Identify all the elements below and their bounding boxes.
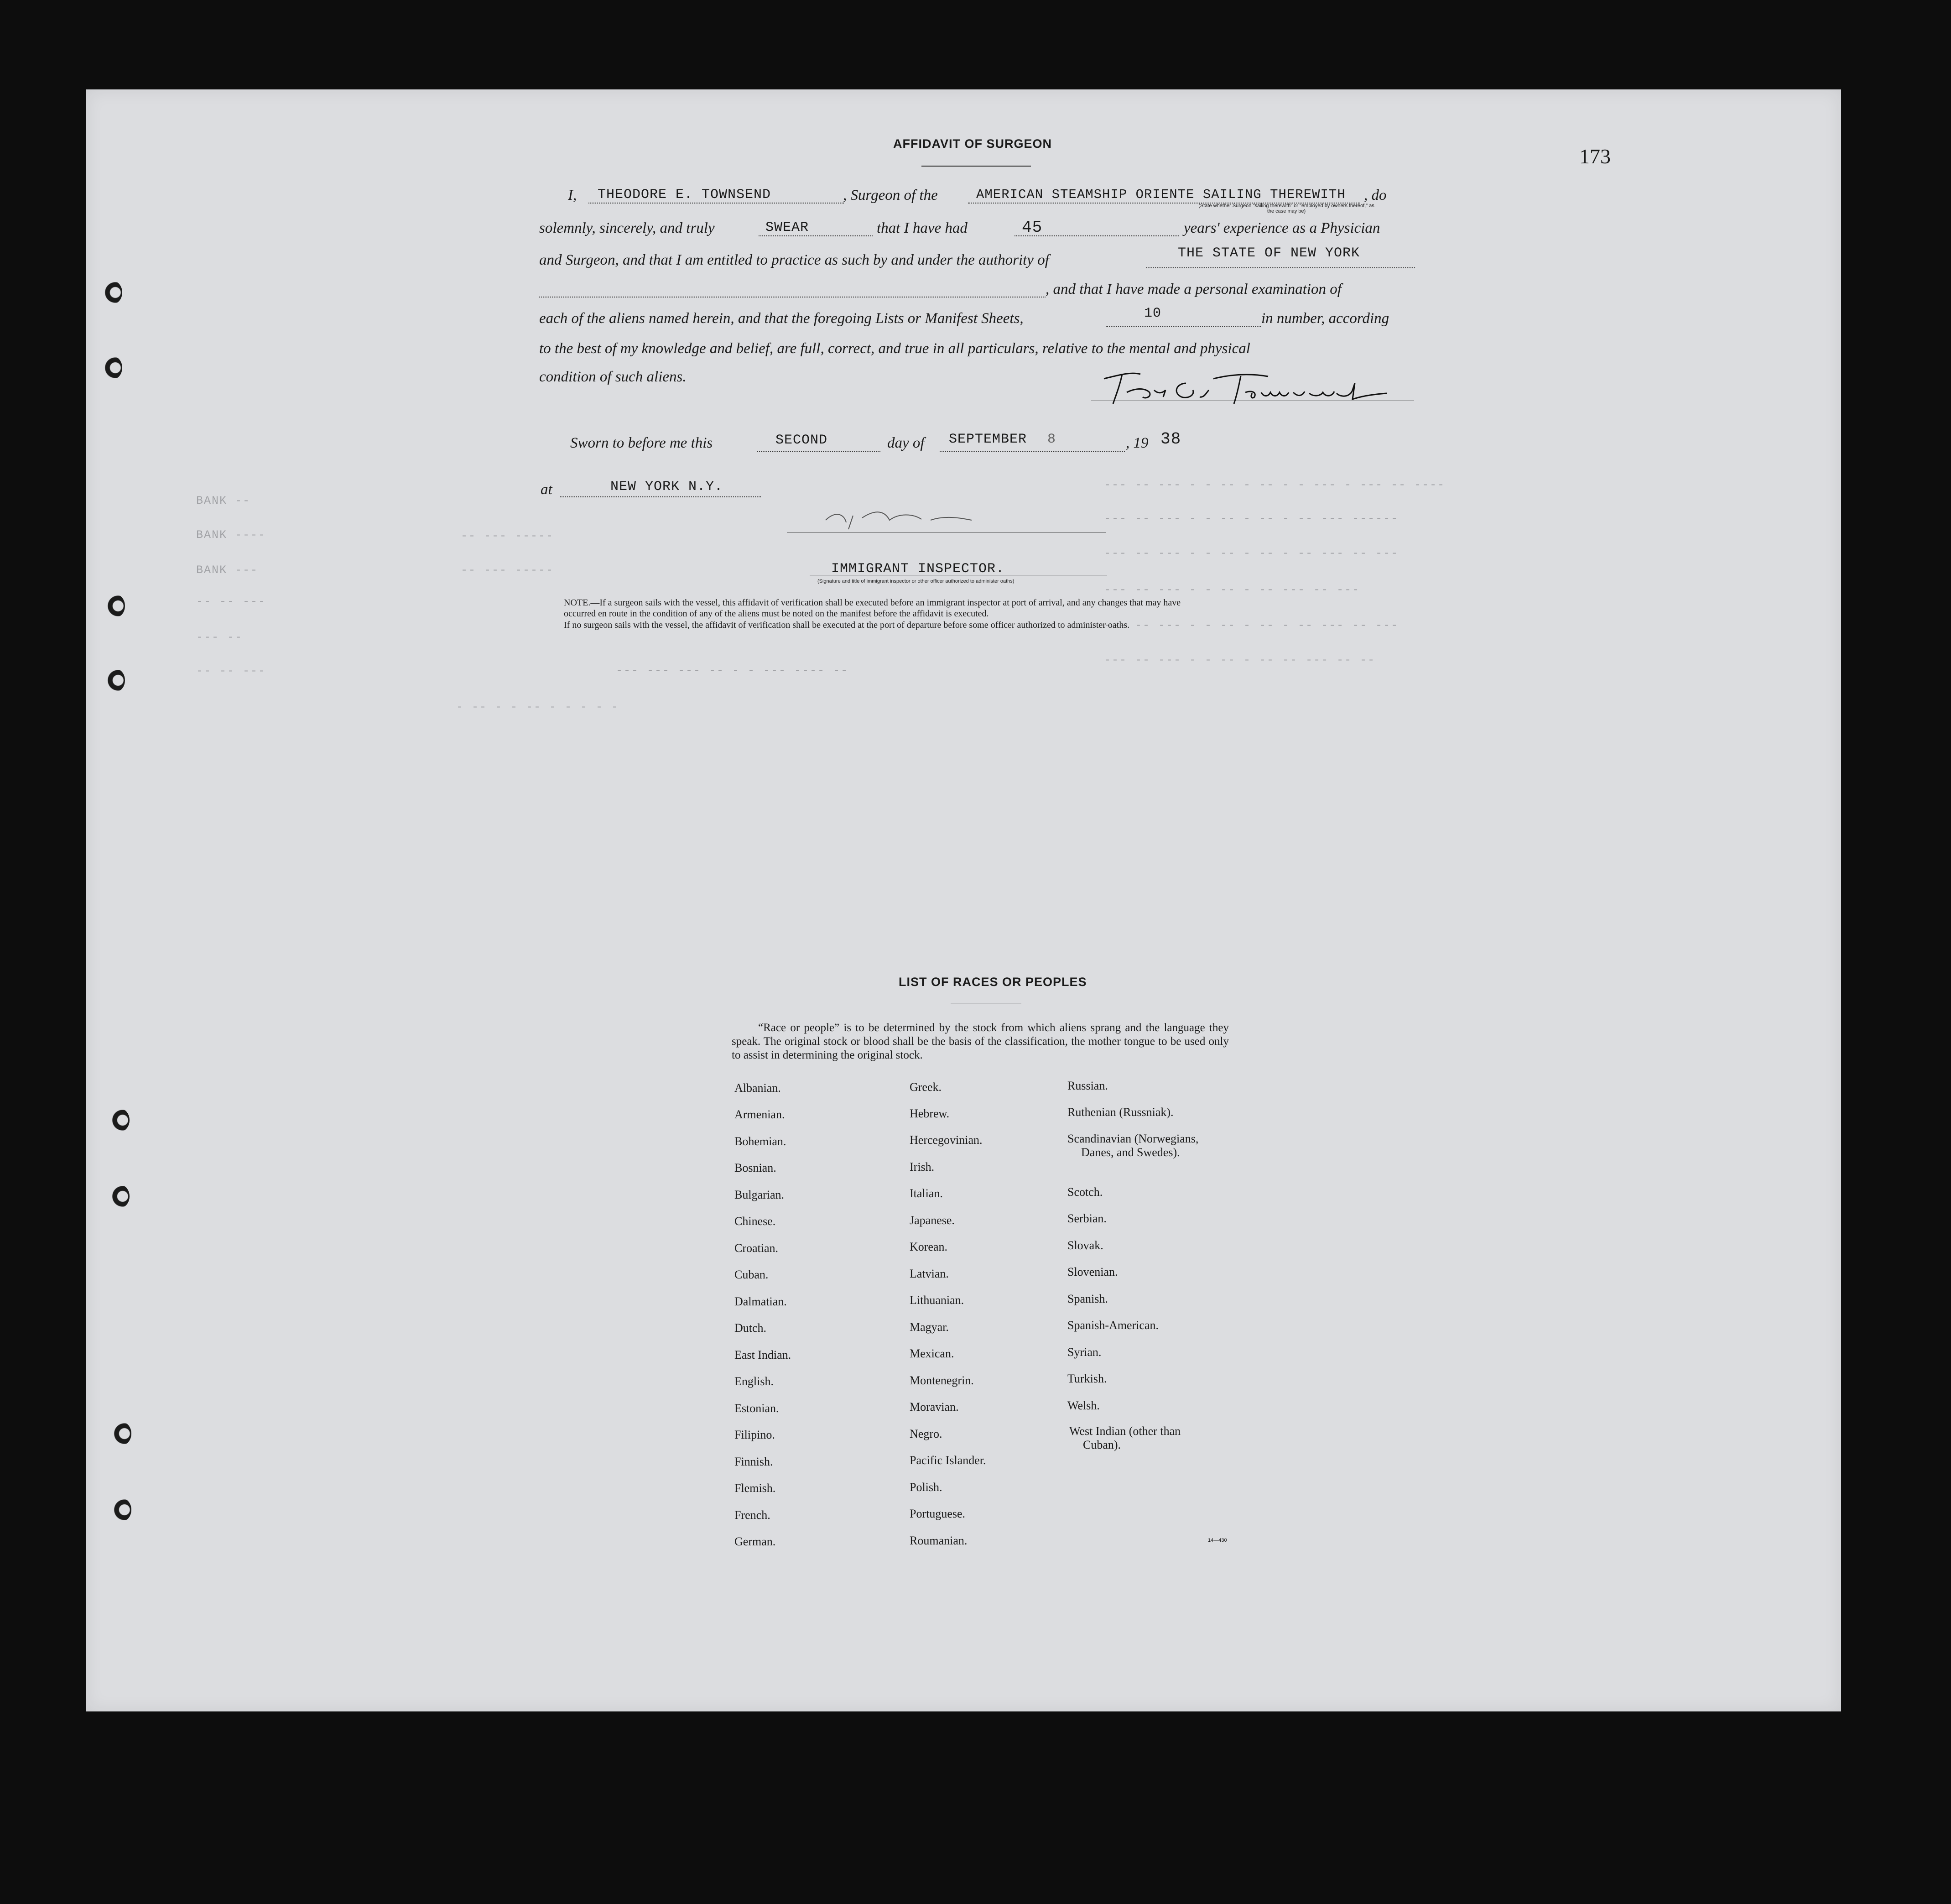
line1-i: I, [568, 187, 577, 203]
race-item: Syrian. [1067, 1346, 1102, 1359]
punch-hole [107, 669, 125, 692]
sworn-month: SEPTEMBER [949, 432, 1027, 447]
race-item: Portuguese. [910, 1507, 966, 1520]
race-item: Scandinavian (Norwegians, [1067, 1132, 1199, 1145]
signature-line [1091, 383, 1414, 401]
inspector-title: IMMIGRANT INSPECTOR. [831, 561, 1005, 577]
at-label: at [541, 481, 552, 498]
race-item: Estonian. [734, 1402, 779, 1415]
races-intro: “Race or people” is to be determined by the stock from which aliens sprang and the language they speak. The original stock or blood shall be the basis of the classification, the mother tongue to be used only to assist in determining the original stock. [732, 1022, 1229, 1061]
race-item: Polish. [910, 1481, 942, 1494]
line2-end: years' experience as a Physician [1184, 220, 1380, 236]
note-line-2: occurred en route in the condition of any of the aliens must be noted on the manifest before the affidavit is executed. [564, 609, 989, 619]
race-item: Spanish. [1067, 1292, 1108, 1305]
races-title: LIST OF RACES OR PEOPLES [899, 975, 1087, 989]
sworn-start: Sworn to before me this [570, 435, 713, 451]
race-item: Korean. [910, 1240, 948, 1253]
vessel-name: AMERICAN STEAMSHIP ORIENTE SAILING THEREWITH [976, 187, 1346, 202]
race-item: Slovak. [1067, 1239, 1103, 1252]
line4-end: , and that I have made a personal examination of [1046, 281, 1342, 297]
race-item: English. [734, 1375, 774, 1388]
note-line-1: NOTE.—If a surgeon sails with the vessel, this affidavit of verification shall be executed before an immigrant inspector at port of arrival, and any changes that may have [564, 598, 1181, 608]
page-number: 173 [1579, 145, 1611, 168]
line6: to the best of my knowledge and belief, are full, correct, and true in all particulars, relative to the mental and physical [539, 340, 1250, 357]
race-item: French. [734, 1508, 770, 1522]
race-item: Danes, and Swedes). [1081, 1146, 1180, 1159]
race-item: Hercegovinian. [910, 1133, 983, 1147]
punch-hole [104, 281, 122, 304]
punch-hole [113, 1498, 131, 1521]
years-value: 45 [1022, 218, 1043, 237]
race-item: Greek. [910, 1080, 942, 1094]
sworn-day: SECOND [775, 433, 828, 448]
place-value: NEW YORK N.Y. [610, 479, 723, 495]
race-item: Latvian. [910, 1267, 949, 1280]
title-rule [921, 166, 1031, 167]
race-item: Irish. [910, 1160, 935, 1174]
inspector-note: (Signature and title of immigrant inspector or other officer authorized to administer oaths) [817, 579, 1015, 584]
race-item: Mexican. [910, 1347, 954, 1360]
vessel-note: (State whether Surgeon "sailing therewith" or "employed by owners thereof," as the case may be) [1198, 203, 1374, 214]
document-sheet [86, 89, 1841, 1711]
line7: condition of such aliens. [539, 369, 687, 385]
race-item: Chinese. [734, 1215, 776, 1228]
race-item: Finnish. [734, 1455, 773, 1468]
race-item: Hebrew. [910, 1107, 950, 1120]
race-item: Flemish. [734, 1481, 776, 1495]
punch-hole [111, 1109, 130, 1132]
oath-value: SWEAR [765, 220, 809, 235]
race-item: Bohemian. [734, 1135, 786, 1148]
punch-hole [104, 356, 122, 379]
race-item: Dutch. [734, 1321, 767, 1335]
race-item: Moravian. [910, 1400, 959, 1414]
race-item: Scotch. [1067, 1185, 1103, 1199]
sworn-year: 38 [1160, 430, 1181, 449]
race-item: Welsh. [1067, 1399, 1100, 1412]
race-item: Albanian. [734, 1081, 781, 1095]
race-item: Ruthenian (Russniak). [1067, 1106, 1174, 1119]
sheets-field [1106, 308, 1261, 327]
inspector-signature-line [787, 514, 1106, 532]
race-item: Turkish. [1067, 1372, 1107, 1385]
line2-start: solemnly, sincerely, and truly [539, 220, 715, 236]
race-item: Italian. [910, 1187, 943, 1200]
punch-hole [113, 1422, 131, 1445]
sworn-year-prefix: , 19 [1126, 435, 1149, 451]
sheets-value: 10 [1144, 306, 1162, 321]
race-item: Negro. [910, 1427, 942, 1440]
race-item: Armenian. [734, 1108, 785, 1121]
line3-start: and Surgeon, and that I am entitled to practice as such by and under the authority of [539, 252, 1049, 268]
affidavit-title: AFFIDAVIT OF SURGEON [893, 137, 1052, 151]
punch-hole [111, 1185, 130, 1208]
race-item: Bosnian. [734, 1161, 776, 1174]
race-item: Lithuanian. [910, 1294, 964, 1307]
line1-mid: , Surgeon of the [843, 187, 938, 203]
note-line-3: If no surgeon sails with the vessel, the affidavit of verification shall be executed at the port of departure before some officer authorized to administer oaths. [564, 620, 1130, 630]
race-item: Serbian. [1067, 1212, 1107, 1225]
sworn-mid: day of [887, 435, 925, 451]
race-item: Magyar. [910, 1320, 949, 1334]
line2-mid: that I have had [877, 220, 968, 236]
race-item: Dalmatian. [734, 1295, 787, 1308]
race-item: Spanish-American. [1067, 1319, 1159, 1332]
race-item: Croatian. [734, 1242, 779, 1255]
race-item: Bulgarian. [734, 1188, 785, 1201]
surgeon-name: THEODORE E. TOWNSEND [598, 187, 771, 203]
race-item: German. [734, 1535, 776, 1548]
race-item: Cuban. [734, 1268, 769, 1281]
race-item: Cuban). [1083, 1438, 1121, 1451]
punch-hole [107, 595, 125, 617]
race-item: Russian. [1067, 1079, 1108, 1092]
race-item: Pacific Islander. [910, 1454, 986, 1467]
race-item: Filipino. [734, 1428, 775, 1441]
line5-start: each of the aliens named herein, and that the foregoing Lists or Manifest Sheets, [539, 310, 1024, 327]
race-item: Roumanian. [910, 1534, 968, 1547]
authority-value: THE STATE OF NEW YORK [1178, 245, 1360, 261]
race-item: Japanese. [910, 1214, 955, 1227]
line1-end: , do [1364, 187, 1387, 203]
line5-end: in number, according [1261, 310, 1389, 327]
form-number: 14—430 [1208, 1538, 1227, 1543]
sworn-mark: 8 [1047, 432, 1056, 447]
race-item: Slovenian. [1067, 1265, 1118, 1278]
authority-field-continued [539, 279, 1046, 297]
race-item: Montenegrin. [910, 1374, 974, 1387]
race-item: West Indian (other than [1069, 1424, 1181, 1438]
race-item: East Indian. [734, 1348, 791, 1361]
